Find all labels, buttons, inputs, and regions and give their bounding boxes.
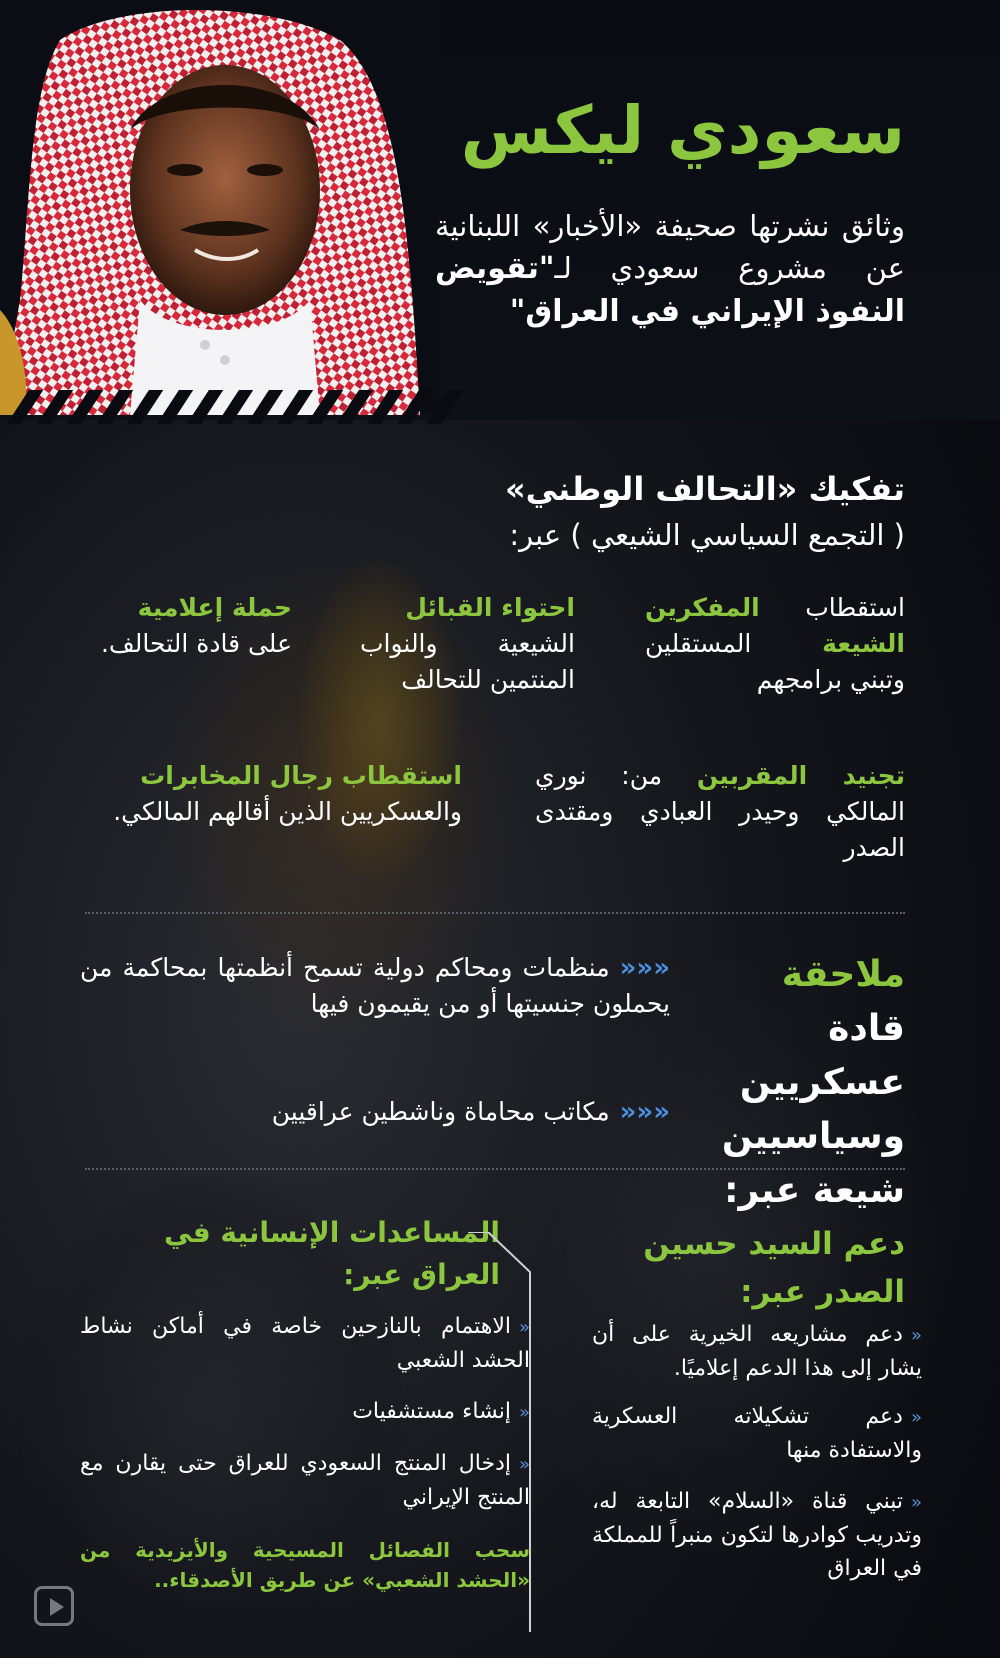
- chevron-left-icon: «: [518, 1402, 530, 1423]
- section3-right-item: [592, 1318, 922, 1385]
- section2-bullet: [80, 950, 670, 1022]
- section1-item-tribes: [360, 590, 575, 698]
- section1-title: تفكيك «التحالف الوطني»: [504, 470, 905, 508]
- section2-title: [705, 948, 905, 1218]
- divider: [85, 912, 905, 914]
- bullet-text: مكاتب محاماة وناشطين عراقيين: [271, 1097, 610, 1126]
- item-text: المستقلين وتبني برامجهم: [645, 629, 905, 694]
- item-text: من: نوري المالكي وحيدر العبادي ومقتدى الصدر: [535, 761, 905, 862]
- section2-title-part2: عسكريين وسياسيين: [721, 1062, 905, 1157]
- section2-title-part3: شيعة عبر:: [724, 1170, 905, 1211]
- item-text: دعم تشكيلاته العسكرية والاستفادة منها: [592, 1404, 922, 1463]
- item-text: على قادة التحالف.: [100, 629, 292, 658]
- section3-left-item: [80, 1447, 530, 1514]
- diagonal-stripes-decoration: [0, 390, 470, 424]
- chevron-left-icon: «: [518, 1454, 530, 1475]
- chevron-left-icon: «: [910, 1492, 922, 1513]
- section3-right-item: [592, 1485, 922, 1585]
- item-prefix: استقطاب: [759, 593, 905, 622]
- item-highlight: احتواء القبائل: [405, 593, 575, 622]
- item-highlight: المفكرين الشيعة: [645, 593, 905, 658]
- subtitle-text: وثائق نشرتها صحيفة «الأخبار» اللبنانية عن مشروع سعودي لـ: [435, 209, 905, 285]
- item-text: تبني قناة «السلام» التابعة له، وتدريب كوادرها لتكون منبراً للمملكة في العراق: [592, 1489, 922, 1581]
- page-subtitle: [435, 205, 905, 333]
- section1-item-media: [82, 590, 292, 662]
- item-text: الشيعية والنواب المنتمين للتحالف: [360, 629, 575, 694]
- item-text: والعسكريين الذين أقالهم المالكي.: [113, 797, 462, 826]
- item-text: إدخال المنتج السعودي للعراق حتى يقارن مع المنتج الإيراني: [80, 1451, 530, 1510]
- bullet-text: منظمات ومحاكم دولية تسمح أنظمتها بمحاكمة من يحملون جنسيتها أو من يقيمون فيها: [80, 953, 670, 1018]
- section3-left-note: سحب الفصائل المسيحية والأيزيدية من «الحشد الشعبي» عن طريق الأصدقاء..: [80, 1538, 530, 1592]
- section2-title-green: ملاحقة: [781, 954, 905, 995]
- section3-left-item: [80, 1310, 530, 1377]
- portrait-image: [0, 0, 440, 415]
- item-text: الاهتمام بالنازحين خاصة في أماكن نشاط الحشد الشعبي: [80, 1314, 530, 1373]
- chevron-left-icon: «: [910, 1407, 922, 1428]
- section2-bullet: [80, 1094, 670, 1130]
- play-icon[interactable]: [34, 1586, 74, 1626]
- chevron-left-icon: «««: [619, 953, 670, 983]
- item-highlight: تجنيد المقربين: [696, 761, 905, 790]
- item-text: دعم مشاريعه الخيرية على أن يشار إلى هذا الدعم إعلاميًا.: [592, 1322, 922, 1381]
- item-highlight: استقطاب رجال المخابرات: [140, 761, 462, 790]
- section1-subtitle: ( التجمع السياسي الشيعي ) عبر:: [509, 518, 905, 552]
- section1-item-thinkers: [645, 590, 905, 698]
- section3-right-title: دعم السيد حسين الصدر عبر:: [643, 1226, 905, 1310]
- item-highlight: حملة إعلامية: [137, 593, 292, 622]
- header: [0, 0, 1000, 420]
- chevron-left-icon: «: [518, 1317, 530, 1338]
- section1-item-recruit: [535, 758, 905, 866]
- chevron-left-icon: «««: [619, 1097, 670, 1127]
- section3-left-title: المساعدات الإنسانية في العراق عبر:: [164, 1216, 500, 1291]
- subtitle-bold-text: "تقويض النفوذ الإيراني في العراق": [435, 251, 905, 329]
- chevron-left-icon: «: [910, 1325, 922, 1346]
- section1-item-intelligence: [92, 758, 462, 830]
- item-text: إنشاء مستشفيات: [352, 1399, 511, 1424]
- section3-left-item: [80, 1395, 530, 1429]
- section2-title-part1: قادة: [828, 1008, 905, 1049]
- section3-right-item: [592, 1400, 922, 1467]
- page-title: سعودي ليكس: [460, 92, 905, 169]
- divider: [85, 1168, 905, 1170]
